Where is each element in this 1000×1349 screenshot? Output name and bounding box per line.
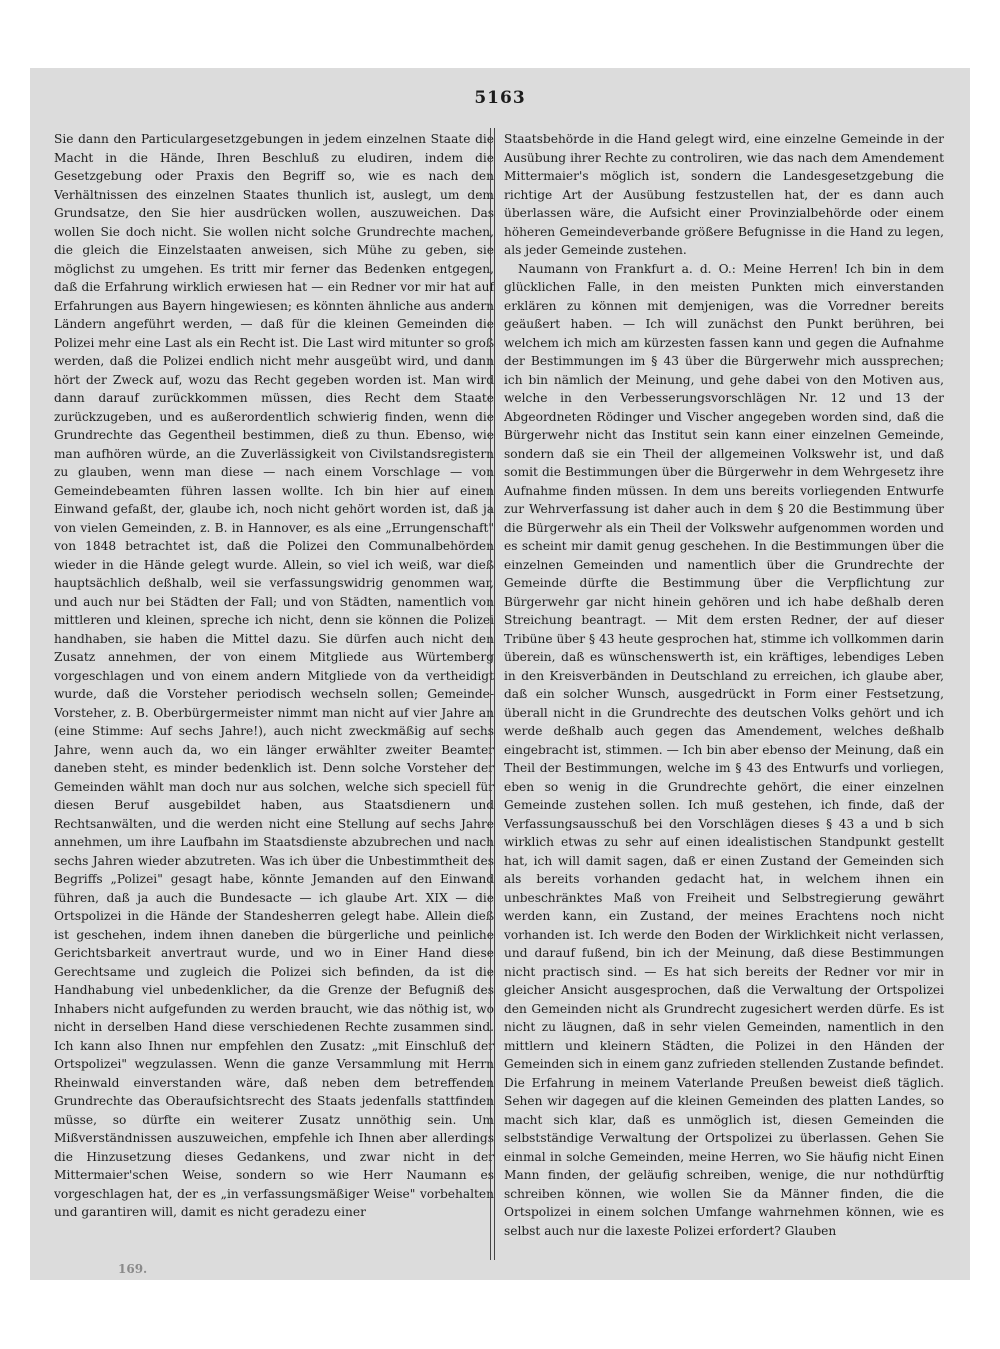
- column-divider: [490, 128, 495, 1260]
- right-paragraph-2: Naumann von Frankfurt a. d. O.: Meine Herren! Ich bin in dem glücklichen Falle, in den meisten Punkten mich einverstanden erklären zu können mit demjenigen, was die Vorredner bereits geäußert haben. — Ich will zunächst den Punkt berühren, bei welchem ich mich am kürzesten fassen kann und gegen die Aufnahme der Bestimmungen im § 43 über die Bürgerwehr mich aussprechen; ich bin nämlich der Meinung, und gehe dabei von den Motiven aus, welche in den Verbesserungsvorschlägen Nr. 12 und 13 der Abgeordneten Rödinger und Vischer angegeben worden sind, daß die Bürgerwehr nicht das Institut sein kann einer einzelnen Gemeinde, sondern daß sie ein Theil der allgemeinen Volkswehr ist, und daß somit die Bestimmungen über die Bürgerwehr in dem Wehrgesetz ihre Aufnahme finden müssen. In dem uns bereits vorliegenden Entwurfe zur Wehrverfassung ist daher auch in dem § 20 die Bestimmung über die Bürgerwehr als ein Theil der Volkswehr aufgenommen worden und es scheint mir damit genug geschehen. In die Bestimmungen über die einzelnen Gemeinden und namentlich über die Grundrechte der Gemeinde dürfte die Bestimmung über die Verpflichtung zur Bürgerwehr gar nicht hinein gehören und ich habe deßhalb deren Streichung beantragt. — Mit dem ersten Redner, der auf dieser Tribüne über § 43 heute gesprochen hat, stimme ich vollkommen darin überein, daß es wünschenswerth ist, ein kräftiges, lebendiges Leben in den Kreisverbänden in Deutschland zu erreichen, ich glaube aber, daß ein solcher Wunsch, ausgedrückt in Form einer Festsetzung, überall nicht in die Grundrechte des deutschen Volks gehört und ich werde deßhalb auch gegen das Amendement, welches deßhalb eingebracht ist, stimmen. — Ich bin aber ebenso der Meinung, daß ein Theil der Bestimmungen, welche im § 43 des Entwurfs und vorliegen, eben so wenig in die Grundrechte gehört, die einer einzelnen Gemeinde zustehen sollen. Ich muß gestehen, ich finde, daß der Verfassungsausschuß bei den Vorschlägen dieses § 43 a und b sich wirklich etwas zu sehr auf einen idealistischen Standpunkt gestellt hat, ich will damit sagen, daß er einen Zustand der Gemeinden sich als bereits vorhanden gedacht hat, in welchem ihnen ein unbeschränktes Maß von Freiheit und Selbstregierung gewährt werden kann, ein Zustand, der meines Erachtens noch nicht vorhanden ist. Ich werde den Boden der Wirklichkeit nicht verlassen, und darauf fußend, bin ich der Meinung, daß diese Bestimmungen nicht practisch sind. — Es hat sich bereits der Redner vor mir in gleicher Ansicht ausgesprochen, daß die Verwaltung der Ortspolizei den Gemeinden nicht als Grundrecht zugesichert werden dürfe. Es ist nicht zu läugnen, daß in sehr vielen Gemeinden, namentlich in den mittlern und kleinern Städten, die Polizei in den Händen der Gemeinden sich in einem ganz zufrieden stellenden Zustande befindet. Die Erfahrung in meinem Vaterlande Preußen beweist dieß täglich. Sehen wir dagegen auf die kleinen Gemeinden des platten Landes, so macht sich klar, daß es unmöglich ist, diesen Gemeinden die selbstständige Verwaltung der Ortspolizei zu überlassen. Gehen Sie einmal in solche Gemeinden, meine Herren, wo Sie häufig nicht Einen Mann finden, der geläufig schreiben, wenige, die nur nothdürftig schreiben können, wie wollen Sie da Männer finden, die die Ortspolizei in einem solchen Umfange wahrnehmen können, wie es selbst auch nur die laxeste Polizei erfordert? Glauben: [504, 261, 944, 1238]
- left-column: [54, 130, 494, 1250]
- right-paragraph-1: Staatsbehörde in die Hand gelegt wird, eine einzelne Gemeinde in der Ausübung ihrer Rechte zu controliren, wie das nach dem Amendement Mittermaier's möglich ist, sondern die Landesgesetzgebung die richtige Art der Ausübung festzustellen hat, der es dann auch überlassen wäre, die Aufsicht einer Provinzialbehörde oder einem höheren Gemeindeverbande größere Befugnisse in die Hand zu legen, als jeder Gemeinde zustehen.: [504, 132, 944, 257]
- signature-mark: 169.: [118, 1262, 148, 1276]
- scanned-page: [30, 68, 970, 1280]
- right-column: [504, 130, 944, 1250]
- page-number: 5163: [474, 88, 526, 108]
- left-paragraph-1: Sie dann den Particulargesetzgebungen in jedem einzelnen Staate die Macht in die Hände, Ihren Beschluß zu eludiren, indem die Gesetzgebung oder Praxis den Begriff so, wie es nach den Verhältnissen des einzelnen Staates thunlich ist, auslegt, um dem Grundsatze, den Sie hier ausdrücken wollen, auszuweichen. Das wollen Sie doch nicht. Sie wollen nicht solche Grundrechte machen, die gleich die Einzelstaaten anweisen, sich Mühe zu geben, sie möglichst zu umgehen. Es tritt mir ferner das Bedenken entgegen, daß die Erfahrung wirklich erwiesen hat — ein Redner vor mir hat auf Erfahrungen aus Bayern hingewiesen; es könnten ähnliche aus andern Ländern angeführt werden, — daß für die kleinen Gemeinden die Polizei mehr eine Last als ein Recht ist. Die Last wird mitunter so groß werden, daß die Polizei endlich nicht mehr ausgeübt wird, und dann hört der Zweck auf, wozu das Recht gegeben worden ist. Man wird dann darauf zurückkommen müssen, dies Recht dem Staate zurückzugeben, und es außerordentlich schwierig finden, wenn die Grundrechte das Gegentheil bestimmen, dieß zu thun. Ebenso, wie man aufhören würde, an die Zuverlässigkeit von Civilstandsregistern zu glauben, wenn man diese — nach einem Vorschlage — von Gemeindebeamten führen lassen wollte. Ich bin hier auf einen Einwand gefaßt, der, glaube ich, noch nicht gehört worden ist, daß ja von vielen Gemeinden, z. B. in Hannover, es als eine „Errungenschaft" von 1848 betrachtet ist, daß die Polizei den Communalbehörden wieder in die Hände gelegt wurde. Allein, so viel ich weiß, war dieß hauptsächlich deßhalb, weil sie verfassungswidrig genommen war, und auch nur bei Städten der Fall; und von Städten, namentlich von mittleren und kleinen, spreche ich nicht, denn sie können die Polizei handhaben, sie haben die Mittel dazu. Sie dürfen auch nicht den Zusatz annehmen, der von einem Mitgliede aus Würtemberg vorgeschlagen und von einem andern Mitgliede von da vertheidigt wurde, daß die Vorsteher periodisch wechseln sollen; Gemeinde-Vorsteher, z. B. Oberbürgermeister nimmt man nicht auf vier Jahre an (eine Stimme: Auf sechs Jahre!), auch nicht zweckmäßig auf sechs Jahre, wenn auch da, wo ein länger erwählter zweiter Beamter daneben steht, es minder bedenklich ist. Denn solche Vorsteher der Gemeinden wählt man doch nur aus solchen, welche sich speciell für diesen Beruf ausgebildet haben, aus Staatsdienern und Rechtsanwälten, und die werden nicht eine Stellung auf sechs Jahre annehmen, um ihre Laufbahn im Staatsdienste abzubrechen und nach sechs Jahren wieder abzutreten. Was ich über die Unbestimmtheit des Begriffs „Polizei" gesagt habe, könnte Jemanden auf den Einwand führen, daß ja auch die Bundesacte — ich glaube Art. XIX — die Ortspolizei in die Hände der Standesherren gelegt habe. Allein dieß ist geschehen, indem ihnen daneben die bürgerliche und peinliche Gerichtsbarkeit anvertraut wurde, und wo in Einer Hand diese Gerechtsame und zugleich die Polizei sich befinden, da ist die Handhabung viel unbedenklicher, da die Grenze der Befugniß des Inhabers nicht aufgefunden zu werden braucht, wie das nöthig ist, wo nicht in derselben Hand diese verschiedenen Rechte zusammen sind. Ich kann also Ihnen nur empfehlen den Zusatz: „mit Einschluß der Ortspolizei" wegzulassen. Wenn die ganze Versammlung mit Herrn Rheinwald einverstanden wäre, daß neben dem betreffenden Grundrechte das Oberaufsichtsrecht des Staats jedenfalls stattfinden müsse, so dürfte ein weiterer Zusatz unnöthig sein. Um Mißverständnissen auszuweichen, empfehle ich Ihnen aber allerdings die Hinzusetzung dieses Gedankens, und zwar nicht in der Mittermaier'schen Weise, sondern so wie Herr Naumann es vorgeschlagen hat, der es „in verfassungsmäßiger Weise" vorbehalten und garantiren will, damit es nicht geradezu einer: [54, 132, 494, 1219]
